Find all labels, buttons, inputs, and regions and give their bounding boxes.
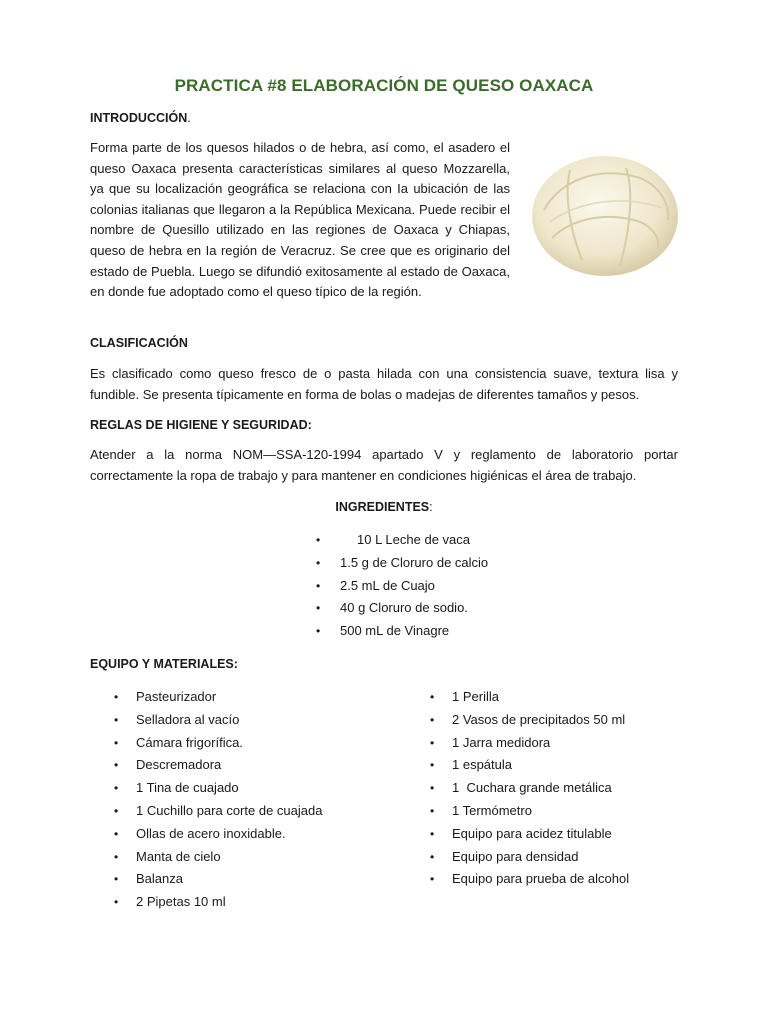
bullet-icon: • — [430, 712, 435, 727]
list-item: • Descremadora — [114, 754, 322, 777]
bullet-icon: • — [114, 826, 119, 841]
list-item: • 1 Perilla — [430, 686, 629, 709]
bullet-icon: • — [114, 849, 119, 864]
reglas-heading: REGLAS DE HIGIENE Y SEGURIDAD: — [90, 418, 312, 432]
oaxaca-cheese-image — [530, 150, 680, 280]
list-item: • 500 mL de Vinagre — [316, 620, 488, 643]
intro-paragraph: Forma parte de los quesos hilados o de hebra, así como, el asadero el queso Oaxaca presenta características similares al queso Mozzarella, ya que su localización geográfica se relaciona con Ia ubicación de las colonias italianas que llegaron a la República Mexicana. Puede recibir el nombre de Quesillo utilizado en las regiones de Oaxaca y Chiapas, queso de hebra en Ia región de Veracruz. Se cree que es originario del estado de Puebla. Luego se difundió exitosamente al estado de Oaxaca, en donde fue adoptado como el queso típico de la región. — [90, 140, 510, 300]
list-item: • Equipo para densidad — [430, 846, 629, 869]
bullet-icon: • — [316, 601, 321, 616]
list-item: • Equipo para prueba de alcohol — [430, 868, 629, 891]
intro-heading-suffix: . — [187, 111, 191, 125]
list-item: • 1 Jarra medidora — [430, 732, 629, 755]
bullet-icon: • — [114, 803, 119, 818]
bullet-icon: • — [114, 690, 119, 704]
bullet-icon: • — [430, 781, 435, 796]
bullet-icon: • — [430, 872, 435, 887]
page-title: PRACTICA #8 ELABORACIÓN DE QUESO OAXACA — [174, 76, 594, 95]
bullet-icon: • — [316, 555, 321, 570]
list-item: • 1 Cuchillo para corte de cuajada — [114, 800, 322, 823]
clasificacion-paragraph: Es clasificado como queso fresco de o pasta hilada con una consistencia suave, textura lisa y fundible. Se presenta típicamente en forma de bolas o madejas de diferentes tamaños y pesos. — [90, 366, 678, 402]
list-item: • 2 Vasos de precipitados 50 ml — [430, 709, 629, 732]
equipo-heading: EQUIPO Y MATERIALES: — [90, 657, 238, 671]
list-item: • Equipo para acidez titulable — [430, 823, 629, 846]
list-item: • 2.5 mL de Cuajo — [316, 575, 488, 598]
list-item: • 1.5 g de Cloruro de calcio — [316, 552, 488, 575]
clasificacion-heading: CLASIFICACIÓN — [90, 336, 188, 350]
bullet-icon: • — [316, 624, 321, 639]
list-item: • 2 Pipetas 10 ml — [114, 891, 322, 914]
list-item: • Cámara frigorífica. — [114, 732, 322, 755]
bullet-icon: • — [430, 758, 435, 773]
bullet-icon: • — [430, 803, 435, 818]
intro-heading-label: INTRODUCCIÓN — [90, 111, 188, 125]
list-item: • Selladora al vacío — [114, 709, 322, 732]
bullet-icon: • — [114, 735, 119, 750]
bullet-icon: • — [114, 758, 119, 773]
ingredients-list — [316, 529, 488, 643]
list-item: • 1 espátula — [430, 754, 629, 777]
bullet-icon: • — [114, 895, 119, 910]
bullet-icon: • — [430, 735, 435, 750]
ingredientes-heading-suffix: : — [429, 500, 433, 514]
bullet-icon: • — [114, 781, 119, 796]
ingredientes-heading-label: INGREDIENTES — [335, 500, 430, 514]
reglas-paragraph: Atender a la norma NOM—SSA-120-1994 apartado V y reglamento de laboratorio portar correctamente la ropa de trabajo y para mantener en condiciones higiénicas el área de trabajo. — [90, 447, 678, 483]
equipment-list-left — [114, 686, 322, 914]
list-item: • 1 Termómetro — [430, 800, 629, 823]
bullet-icon: • — [316, 533, 321, 547]
intro-heading — [90, 111, 191, 125]
list-item: • Manta de cielo — [114, 846, 322, 869]
list-item: • Balanza — [114, 868, 322, 891]
list-item: • 1 Cuchara grande metálica — [430, 777, 629, 800]
bullet-icon: • — [316, 578, 321, 593]
bullet-icon: • — [430, 849, 435, 864]
equipment-list-right — [430, 686, 629, 891]
ingredientes-heading — [0, 500, 768, 514]
list-item: • 10 L Leche de vaca — [316, 529, 488, 552]
list-item: • Ollas de acero inoxidable. — [114, 823, 322, 846]
list-item: • 1 Tina de cuajado — [114, 777, 322, 800]
bullet-icon: • — [114, 712, 119, 727]
list-item: • 40 g Cloruro de sodio. — [316, 597, 488, 620]
bullet-icon: • — [430, 826, 435, 841]
bullet-icon: • — [114, 872, 119, 887]
list-item: • Pasteurizador — [114, 686, 322, 709]
bullet-icon: • — [430, 690, 435, 704]
